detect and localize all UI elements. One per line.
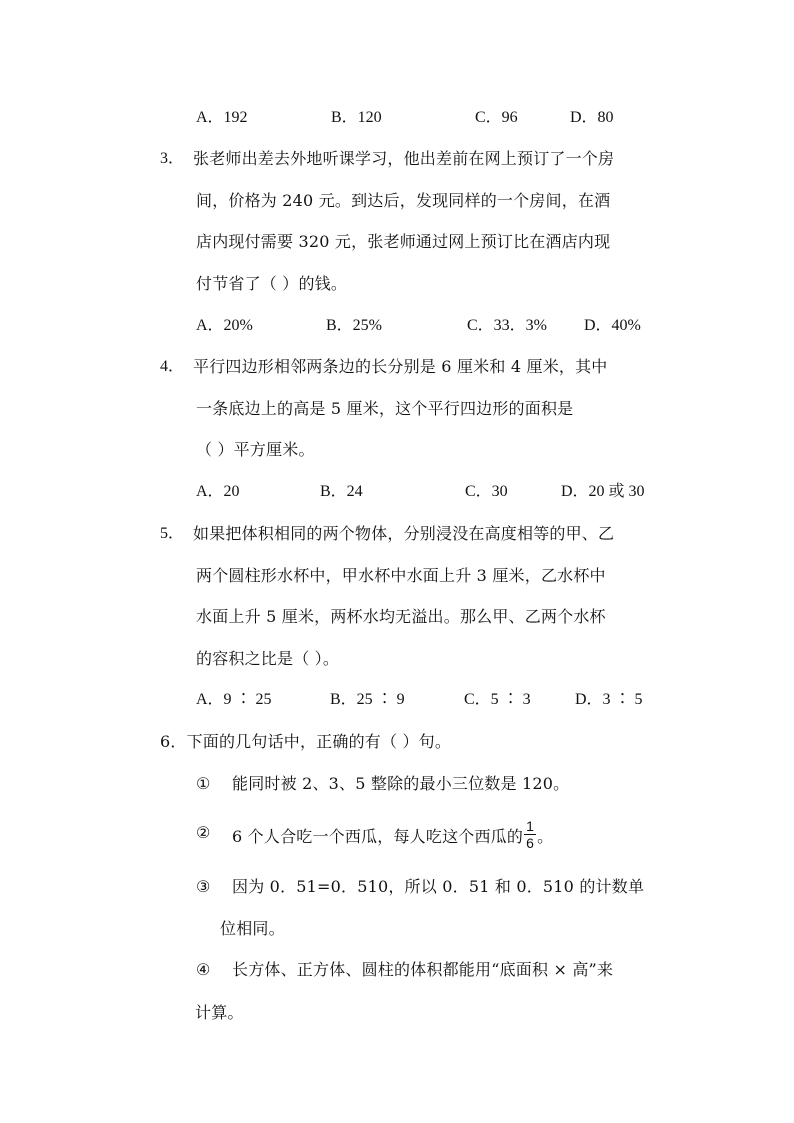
q4-line-3: （ ）平方厘米。 (196, 440, 315, 459)
fraction-numerator: 1 (526, 818, 535, 834)
q2-option-d: D．80 (570, 109, 614, 126)
q4-number: 4． (160, 358, 185, 375)
q5-option-d: D．3 ∶ 5 (575, 691, 643, 708)
q6-item-2-text-after: 。 (537, 827, 554, 846)
q3-line-3: 店内现付需要 320 元，张老师通过网上预订比在酒店内现 (196, 232, 611, 251)
q2-option-a: A．192 (196, 109, 248, 126)
q5-option-b: B．25 ∶ 9 (330, 691, 405, 708)
q6-stem: 6．下面的几句话中，正确的有（ ）句。 (160, 732, 452, 751)
q6-item-2-text-before: 6 个人合吃一个西瓜，每人吃这个西瓜的 (232, 827, 524, 846)
q5-line-4: 的容积之比是（ ）。 (196, 649, 340, 668)
q5-line-2: 两个圆柱形水杯中，甲水杯中水面上升 3 厘米，乙水杯中 (196, 566, 606, 585)
q6-item-2-text (232, 818, 554, 853)
q6-item-1-mark: ① (196, 774, 211, 793)
q6-item-3-text: 因为 0．51=0．510，所以 0．51 和 0．510 的计数单 (232, 877, 645, 896)
q3-line-2: 间，价格为 240 元。到达后，发现同样的一个房间，在酒 (196, 191, 611, 210)
fraction-one-sixth (524, 819, 536, 850)
q2-option-b: B．120 (331, 109, 382, 126)
q5-line-1: 如果把体积相同的两个物体，分别浸没在高度相等的甲、乙 (193, 524, 615, 543)
q5-number: 5． (160, 525, 185, 542)
q4-line-1: 平行四边形相邻两条边的长分别是 6 厘米和 4 厘米，其中 (193, 357, 608, 376)
q4-option-c: C．30 (465, 483, 508, 500)
q3-option-d: D．40% (584, 317, 641, 334)
q3-option-a: A．20% (196, 317, 253, 334)
q6-item-4-text-cont: 计算。 (195, 1003, 244, 1022)
q3-line-1: 张老师出差去外地听课学习，他出差前在网上预订了一个房 (193, 149, 615, 168)
q6-item-3-mark: ③ (196, 877, 211, 896)
q4-line-2: 一条底边上的高是 5 厘米，这个平行四边形的面积是 (196, 399, 574, 418)
q2-option-c: C．96 (475, 109, 518, 126)
q6-item-1-text: 能同时被 2、3、5 整除的最小三位数是 120。 (232, 774, 570, 793)
fraction-denominator: 6 (526, 835, 535, 851)
q6-item-4-text: 长方体、正方体、圆柱的体积都能用“底面积 × 高”来 (232, 960, 614, 979)
q3-number: 3． (160, 150, 185, 167)
q6-item-4-mark: ④ (196, 960, 211, 979)
q4-option-a: A．20 (196, 483, 240, 500)
q6-item-2-mark: ② (196, 823, 211, 842)
q3-option-b: B．25% (326, 317, 383, 334)
q5-option-c: C．5 ∶ 3 (464, 691, 531, 708)
q3-option-c: C．33．3% (467, 317, 548, 334)
q4-option-d: D．20 或 30 (561, 483, 645, 500)
q6-item-3-text-cont: 位相同。 (220, 919, 285, 938)
q3-line-4: 付节省了（ ）的钱。 (196, 274, 348, 293)
q5-line-3: 水面上升 5 厘米，两杯水均无溢出。那么甲、乙两个水杯 (196, 607, 606, 626)
q4-option-b: B．24 (320, 483, 363, 500)
q5-option-a: A．9 ∶ 25 (196, 691, 272, 708)
